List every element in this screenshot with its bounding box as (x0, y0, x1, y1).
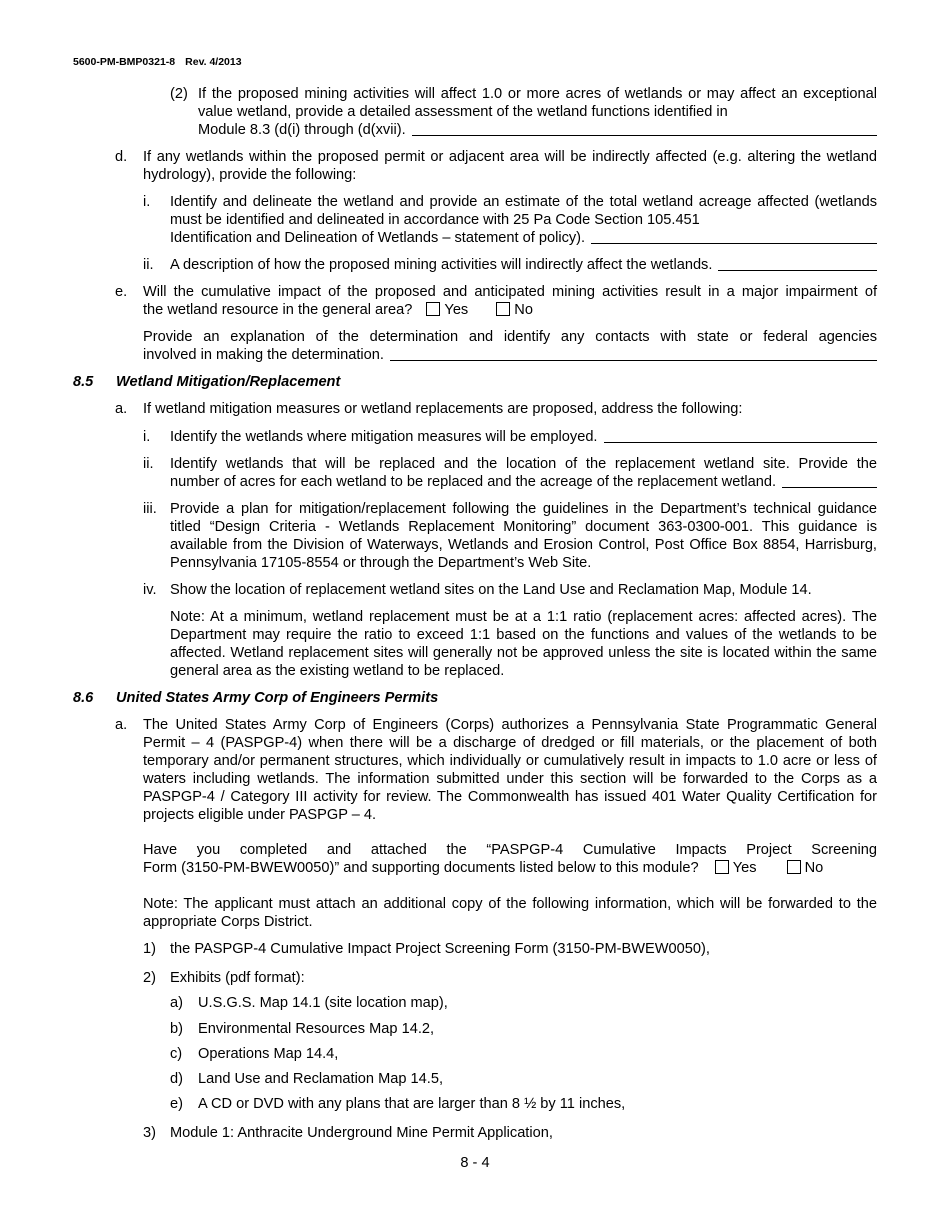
form-id (73, 56, 242, 68)
list-item: the PASPGP-4 Cumulative Impact Project Screening Form (3150-PM-BWEW0050), (170, 941, 710, 957)
list-label: 3) (143, 1125, 156, 1141)
item-label: iii. (143, 501, 157, 517)
yes-option[interactable] (715, 860, 757, 876)
list-label: 2) (143, 970, 156, 986)
form-revision: Rev. 4/2013 (185, 56, 242, 68)
paragraph-text: Have you completed and attached the “PASPGP-4 Cumulative Impacts Project Screening (143, 842, 877, 858)
answer-line-d-i[interactable] (591, 243, 877, 244)
item-label: i. (143, 429, 151, 445)
note-85: Note: At a minimum, wetland replacement must be at a 1:1 ratio (replacement acres: affected acres). The Department may require the ratio to exceed 1:1 based on the functions and values of the wetlands to be affected. Wetland replacement sites will generally not be approved unless the site is located within the same general area as the existing wetland to be replaced. (170, 609, 877, 680)
list-label: c) (170, 1046, 183, 1062)
list-item: Module 1: Anthracite Underground Mine Permit Application, (170, 1125, 553, 1141)
paragraph-text: A description of how the proposed mining activities will indirectly affect the wetlands. (170, 257, 713, 273)
paragraph-text: Identify and delineate the wetland and provide an estimate of the total wetland acreage affected (wetlands must be identified and delineated in accordance with 25 Pa Code Section 105.451 (170, 194, 877, 229)
yes-checkbox[interactable] (715, 860, 729, 874)
item-label: ii. (143, 257, 154, 273)
paragraph-e (143, 283, 877, 319)
list-label: b) (170, 1021, 183, 1037)
paragraph-d-i (170, 193, 877, 247)
paragraph-text: Provide an explanation of the determination and identify any contacts with state or federal agencies (143, 329, 877, 345)
item-label: iv. (143, 582, 157, 598)
no-label: No (514, 302, 533, 319)
section-title: United States Army Corp of Engineers Permits (116, 690, 439, 706)
page-number: 8 - 4 (460, 1155, 490, 1171)
paragraph-text: Identify the wetlands where mitigation measures will be employed. (170, 429, 598, 445)
section-title: Wetland Mitigation/Replacement (116, 374, 341, 390)
paragraph-text: Form (3150-PM-BWEW0050)” and supporting documents listed below to this module? (143, 860, 699, 877)
list-label: e) (170, 1096, 183, 1112)
paragraph-d: If any wetlands within the proposed permit or adjacent area will be indirectly affected (e.g. altering the wetland hydrology), provide the following: (143, 149, 877, 184)
paragraph-text: If the proposed mining activities will affect 1.0 or more acres of wetlands or may affect an exceptional value wetland, provide a detailed assessment of the wetland functions identified in (198, 86, 877, 121)
fill-row (170, 428, 877, 446)
fill-row (170, 256, 877, 274)
item-label: d. (115, 149, 128, 165)
paragraph-85-iii: Provide a plan for mitigation/replacement following the guidelines in the Department’s technical guidance titled “Design Criteria - Wetlands Replacement Monitoring” document 363-0300-001. This guidance is available from the Division of Waterways, Wetlands and Erosion Control, Post Office Box 8854, Harrisburg, Pennsylvania 17105-8554 or through the Department’s Web Site. (170, 501, 877, 572)
paragraph-85-a: If wetland mitigation measures or wetland replacements are proposed, address the following: (143, 401, 743, 417)
yes-option[interactable] (426, 302, 468, 318)
fill-row (143, 859, 877, 877)
paragraph-85-i (170, 428, 877, 446)
paragraph-c2 (198, 85, 877, 139)
fill-row (143, 346, 877, 364)
paragraph-text: Module 8.3 (d(i) through (d(xvii). (198, 122, 406, 139)
no-option[interactable] (496, 302, 533, 318)
section-number: 8.5 (73, 374, 94, 390)
fill-row (143, 301, 877, 319)
yes-label: Yes (732, 860, 757, 877)
item-label: (2) (170, 86, 188, 102)
list-item: U.S.G.S. Map 14.1 (site location map), (198, 995, 448, 1011)
item-label: e. (115, 284, 128, 300)
yes-label: Yes (444, 302, 469, 319)
list-item: Operations Map 14.4, (198, 1046, 339, 1062)
paragraph-text: number of acres for each wetland to be replaced and the acreage of the replacement wetland. (170, 474, 777, 491)
item-label: a. (115, 717, 128, 733)
section-number: 8.6 (73, 690, 94, 706)
list-label: a) (170, 995, 183, 1011)
paragraph-text: Will the cumulative impact of the proposed and anticipated mining activities result in a major impairment of (143, 284, 877, 300)
paragraph-text: involved in making the determination. (143, 347, 384, 364)
note-86: Note: The applicant must attach an additional copy of the following information, which will be forwarded to the appropriate Corps District. (143, 896, 877, 931)
no-checkbox[interactable] (787, 860, 801, 874)
list-item: A CD or DVD with any plans that are larger than 8 ½ by 11 inches, (198, 1096, 626, 1112)
list-label: 1) (143, 941, 156, 957)
paragraph-86-question (143, 841, 877, 877)
paragraph-text: Identification and Delineation of Wetlands – statement of policy). (170, 230, 586, 247)
answer-line-d-ii[interactable] (718, 270, 877, 271)
paragraph-d-ii (170, 256, 877, 274)
list-item: Land Use and Reclamation Map 14.5, (198, 1071, 444, 1087)
paragraph-text: Identify wetlands that will be replaced and the location of the replacement wetland site. Provide the (170, 456, 877, 472)
list-item: Exhibits (pdf format): (170, 970, 305, 986)
list-item: Environmental Resources Map 14.2, (198, 1021, 435, 1037)
no-checkbox[interactable] (496, 302, 510, 316)
paragraph-85-iv: Show the location of replacement wetland sites on the Land Use and Reclamation Map, Module 14. (170, 582, 812, 598)
answer-line-c2[interactable] (412, 135, 877, 136)
paragraph-85-ii (170, 455, 877, 491)
form-number: 5600-PM-BMP0321-8 (73, 56, 176, 68)
paragraph-e-explanation (143, 328, 877, 364)
fill-row (170, 229, 877, 247)
answer-line-85-ii[interactable] (782, 487, 877, 488)
no-label: No (804, 860, 824, 877)
fill-row (198, 121, 877, 139)
answer-line-85-i[interactable] (604, 442, 878, 443)
list-label: d) (170, 1071, 183, 1087)
paragraph-text: the wetland resource in the general area? (143, 302, 413, 319)
item-label: i. (143, 194, 151, 210)
yes-checkbox[interactable] (426, 302, 440, 316)
no-option[interactable] (787, 860, 824, 876)
paragraph-86-a: The United States Army Corp of Engineers (Corps) authorizes a Pennsylvania State Programmatic General Permit – 4 (PASPGP-4) when there will be a discharge of dredged or fill materials, or the placement of both temporary and/or permanent structures, which individually or cumulatively result in impacts to 1.0 acre or less of waters including wetlands. The information submitted under this section will be forwarded to the Corps as a PASPGP-4 / Category III activity for review. The Commonwealth has issued 401 Water Quality Certification for projects eligible under PASPGP – 4. (143, 717, 877, 824)
fill-row (170, 473, 877, 491)
item-label: ii. (143, 456, 154, 472)
item-label: a. (115, 401, 128, 417)
answer-line-e[interactable] (390, 360, 877, 361)
